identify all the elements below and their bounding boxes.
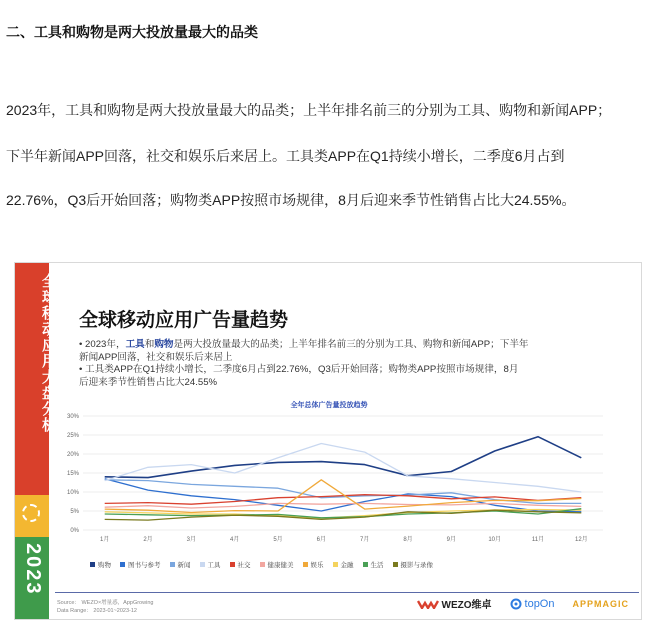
y-tick-label: 10% [66, 490, 79, 496]
report-card-image [14, 262, 642, 620]
report-sidebar [15, 263, 57, 619]
wezo-mark-icon [417, 599, 439, 609]
bullet-1-highlight-shopping: 购物 [154, 339, 174, 350]
legend-item [170, 560, 191, 569]
legend-swatch [230, 562, 235, 567]
x-tick-label: 9月 [446, 537, 457, 543]
legend-item [393, 560, 434, 569]
sidebar-year: 2023 [22, 543, 44, 596]
legend-item [303, 560, 324, 569]
y-tick-label: 30% [66, 414, 79, 420]
partner-logos [417, 596, 629, 611]
legend-item [230, 560, 251, 569]
y-tick-label: 20% [66, 452, 79, 458]
source-note [57, 599, 153, 615]
x-tick-label: 1月 [99, 537, 110, 543]
x-tick-label: 11月 [531, 537, 545, 543]
x-tick-label: 7月 [359, 537, 370, 543]
sidebar-yellow-block [15, 495, 49, 537]
legend-item [333, 560, 354, 569]
bullet-2-cont: 后迎来季节性销售占比大24.55% [79, 376, 218, 388]
legend-label: 娱乐 [310, 562, 324, 569]
chart-title: 全年总体广告量投放趋势 [290, 402, 368, 409]
chart-y-ticks [67, 414, 80, 534]
x-tick-label: 6月 [316, 537, 327, 543]
legend-label: 摄影与录像 [400, 562, 433, 569]
topon-logo-text: topOn [524, 597, 555, 610]
legend-label: 金融 [340, 562, 354, 569]
x-tick-label: 4月 [229, 537, 240, 543]
data-range-line: Data Range： 2023-01~2023-12 [57, 608, 137, 614]
legend-label: 生活 [370, 562, 384, 569]
legend-label: 购物 [98, 562, 111, 569]
legend-label: 健康健美 [267, 562, 294, 569]
y-tick-label: 0% [70, 528, 79, 534]
legend-label: 工具 [207, 562, 221, 569]
y-tick-label: 15% [66, 471, 79, 477]
series-line-5 [105, 495, 582, 505]
card-bullets [79, 339, 624, 389]
legend-swatch [120, 562, 125, 567]
sun-icon [22, 504, 40, 522]
legend-label: 图书与参考 [128, 562, 161, 569]
paragraph-line-1: 2023年，工具和购物是两大投放量最大的品类；上半年排名前三的分别为工具、购物和新闻APP； [6, 102, 612, 118]
appmagic-logo: APPMAGIC [572, 598, 629, 609]
topon-mark-icon [510, 598, 522, 610]
legend-label: 社交 [237, 562, 251, 569]
x-tick-label: 2月 [143, 537, 153, 543]
legend-swatch [333, 562, 338, 567]
x-tick-label: 8月 [403, 537, 413, 543]
chart-series [105, 437, 582, 520]
legend-item [90, 560, 111, 569]
bullet-1-highlight-tools: 工具 [125, 339, 145, 350]
bullet-2: • 工具类APP在Q1持续小增长，二季度6月占到22.76%，Q3后开始回落；购物类APP按照市场规律，8月 [79, 364, 519, 376]
chart-x-ticks [100, 535, 588, 543]
x-tick-label: 10月 [488, 537, 502, 543]
legend-label: 新闻 [177, 562, 191, 569]
y-tick-label: 5% [70, 509, 79, 515]
line-chart [55, 408, 615, 548]
legend-swatch [393, 562, 398, 567]
bullet-1 [79, 339, 624, 352]
x-tick-label: 3月 [186, 537, 197, 543]
x-tick-label: 5月 [273, 537, 283, 543]
topon-logo [510, 598, 555, 610]
wezo-logo-text: WEZO维卓 [441, 600, 492, 611]
legend-swatch [363, 562, 368, 567]
legend-swatch [90, 562, 95, 567]
x-tick-label: 12月 [574, 537, 588, 543]
legend-swatch [200, 562, 205, 567]
chart-legend [90, 560, 630, 569]
series-line-1 [105, 437, 582, 478]
legend-item [363, 560, 384, 569]
legend-item [260, 560, 294, 569]
bullet-1-text-b: 和 [144, 339, 155, 350]
footer-divider [55, 592, 639, 593]
series-line-4 [105, 444, 582, 493]
source-line: Source： WEZO×增量惑，AppGrowing [57, 600, 154, 606]
paragraph-line-3: 22.76%，Q3后开始回落；购物类APP按照市场规律，8月后迎来季节性销售占比大24.55%。 [6, 192, 576, 208]
sidebar-green-block [15, 537, 49, 619]
y-tick-label: 25% [66, 433, 79, 439]
card-title: 全球移动应用广告量趋势 [79, 310, 289, 331]
wezo-logo [417, 596, 492, 611]
legend-swatch [260, 562, 265, 567]
section-heading: 二、工具和购物是两大投放量最大的品类 [6, 24, 258, 40]
bullet-1-text-c: 是两大投放量最大的品类；上半年排名前三的分别为工具、购物和新闻APP；下半年 [173, 339, 529, 350]
bullet-1-cont: 新闻APP回落，社交和娱乐后来居上 [79, 351, 233, 363]
legend-swatch [170, 562, 175, 567]
bullet-1-text-a: • 2023年， [79, 339, 126, 350]
legend-item [200, 560, 221, 569]
sidebar-title: 全球移动应用大盘分析 [40, 273, 57, 433]
sidebar-red-block [15, 263, 57, 495]
legend-item [120, 560, 161, 569]
legend-swatch [303, 562, 308, 567]
paragraph-line-2: 下半年新闻APP回落，社交和娱乐后来居上。工具类APP在Q1持续小增长，二季度6月占到 [6, 148, 565, 164]
